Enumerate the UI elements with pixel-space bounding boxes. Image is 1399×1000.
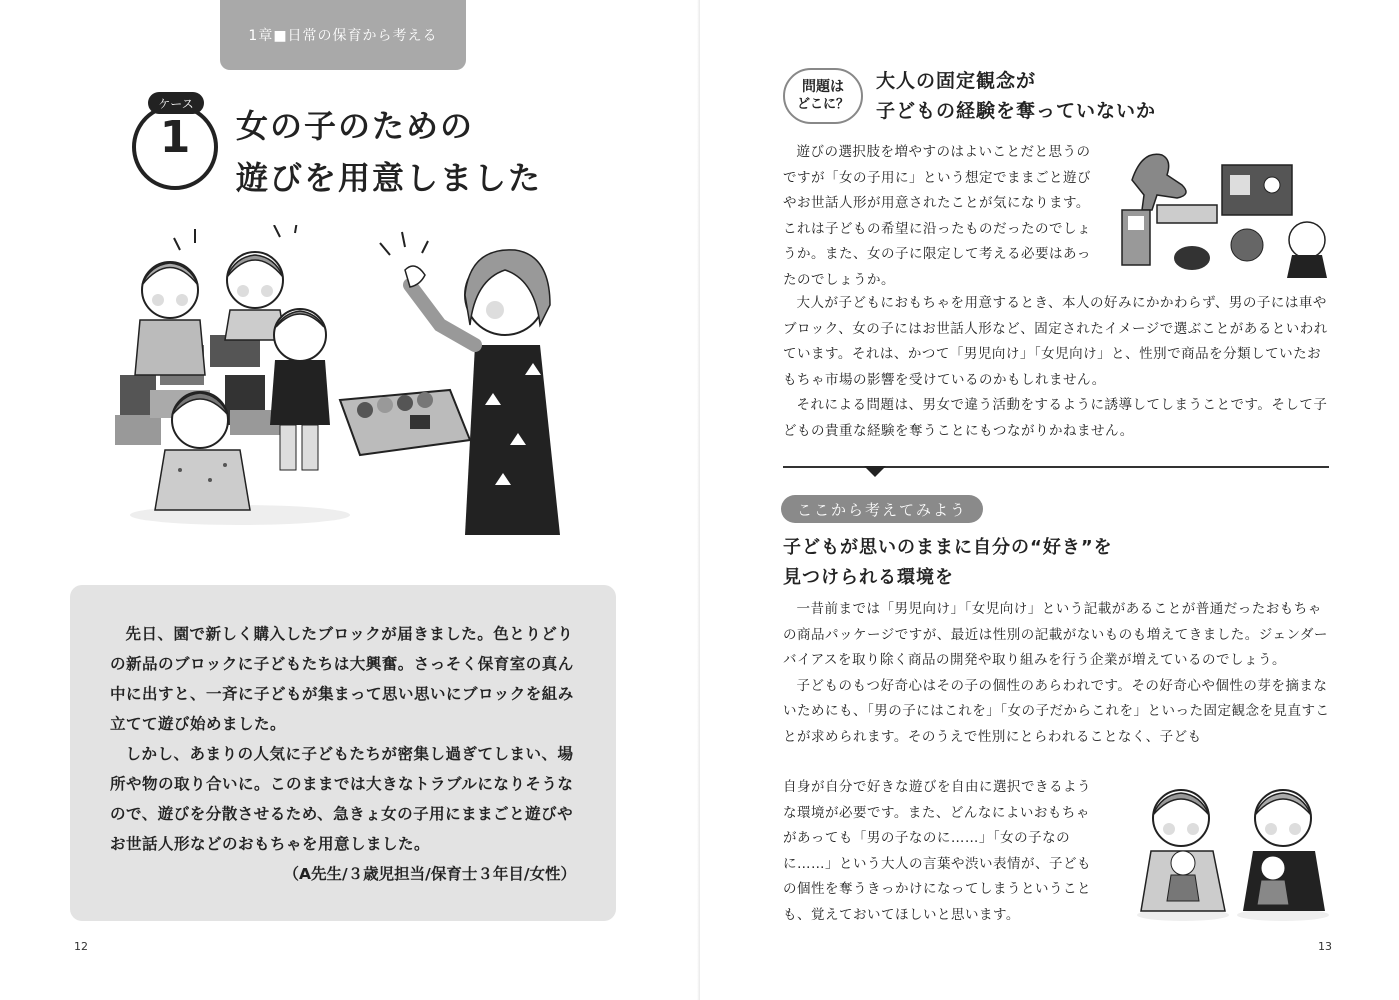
story-paragraph-2: しかし、あまりの人気に子どもたちが密集し過ぎてしまい、場所や物の取り合いに。このままでは大きなトラブルになりそうなので、遊びを分散させるため、急きょ女の子用にままごと遊びやお世話人形などのおもちゃを用意しました。 xyxy=(110,745,574,853)
case-title xyxy=(236,100,656,204)
problem-title-line1: 大人の固定観念が xyxy=(876,70,1037,92)
divider-arrow-icon xyxy=(864,466,886,477)
children-playing-illustration xyxy=(110,225,580,555)
problem-title xyxy=(876,66,1346,126)
case-title-line1: 女の子のための xyxy=(236,107,475,145)
story-paragraph-1: 先日、園で新しく購入したブロックが届きました。色とりどりの新品のブロックに子どもたちは大興奮。さっそく保育室の真ん中に出すと、一斉に子どもが集まって思い思いにブロックを組み立てて遊び始めました。 xyxy=(110,625,574,733)
problem-text-block-2 xyxy=(783,291,1331,444)
chapter-tab: 1章■日常の保育から考える xyxy=(220,0,466,70)
problem-badge xyxy=(783,68,863,124)
problem-paragraph-1: 遊びの選択肢を増やすのはよいことだと思うのですが「女の子用に」という想定でままごと遊びやお世話人形が用意されたことが気になります。これは子どもの希望に沿ったものだったのでしょうか。また、女の子に限定して考える必要はあったのでしょうか。 xyxy=(783,144,1091,288)
problem-text-block-1 xyxy=(783,140,1093,293)
problem-paragraph-3: それによる問題は、男女で違う活動をするように誘導してしまうことです。そして子どもの貴重な経験を奪うことにもつながりかねません。 xyxy=(783,397,1328,439)
consider-text-block-1 xyxy=(783,597,1333,750)
consider-heading xyxy=(783,533,1333,593)
consider-heading-line2: 見つけられる環境を xyxy=(783,567,954,588)
case-label: ケース xyxy=(148,92,204,114)
toys-illustration xyxy=(1112,140,1337,280)
consider-paragraph-2a: 子どものもつ好奇心はその子の個性のあらわれです。その好奇心や個性の芽を摘まないためにも、「男の子にはこれを」「女の子だからこれを」といった固定観念を見直すことが求められます。そのうえで性別にとらわれることなく、子ども xyxy=(783,677,1330,745)
consider-heading-line1: 子どもが思いのままに自分の“好き”を xyxy=(783,537,1113,558)
case-story-box xyxy=(70,585,616,921)
consider-paragraph-2b: 自身が自分で好きな遊びを自由に選択できるような環境が必要です。また、どんなによいおもちゃがあっても「男の子なのに……」「女の子なのに……」という大人の言葉や渋い表情が、子どもの個性を奪うきっかけになってしまうということも、覚えておいてほしいと思います。 xyxy=(783,779,1091,923)
page-number-left: 12 xyxy=(74,940,88,953)
case-number: 1 xyxy=(159,112,191,163)
consider-paragraph-1: 一昔前までは「男児向け」「女児向け」という記載があることが普通だったおもちゃの商品パッケージですが、最近は性別の記載がないものも増えてきました。ジェンダーバイアスを取り除く商品の開発や取り組みを行う企業が増えているのでしょう。 xyxy=(783,601,1328,668)
consider-text-block-2 xyxy=(783,775,1103,928)
consider-label: ここから考えてみよう xyxy=(781,495,983,523)
problem-title-line2: 子どもの経験を奪っていないか xyxy=(876,100,1157,122)
problem-paragraph-2: 大人が子どもにおもちゃを用意するとき、本人の好みにかかわらず、男の子には車やブロック、女の子にはお世話人形など、固定されたイメージで選ぶことがあるといわれています。それは、かつて「男児向け」「女児向け」と、性別で商品を分類していたおもちゃ市場の影響を受けているのかもしれません。 xyxy=(783,295,1328,388)
problem-badge-line1: 問題は xyxy=(802,79,844,95)
story-signature: （A先生/３歳児担当/保育士３年目/女性） xyxy=(283,865,576,883)
page-number-right: 13 xyxy=(1318,940,1332,953)
case-title-line2: 遊びを用意しました xyxy=(236,159,543,197)
problem-badge-line2: どこに？ xyxy=(796,97,849,112)
children-with-dolls-illustration xyxy=(1133,783,1333,923)
left-page xyxy=(0,0,699,1000)
